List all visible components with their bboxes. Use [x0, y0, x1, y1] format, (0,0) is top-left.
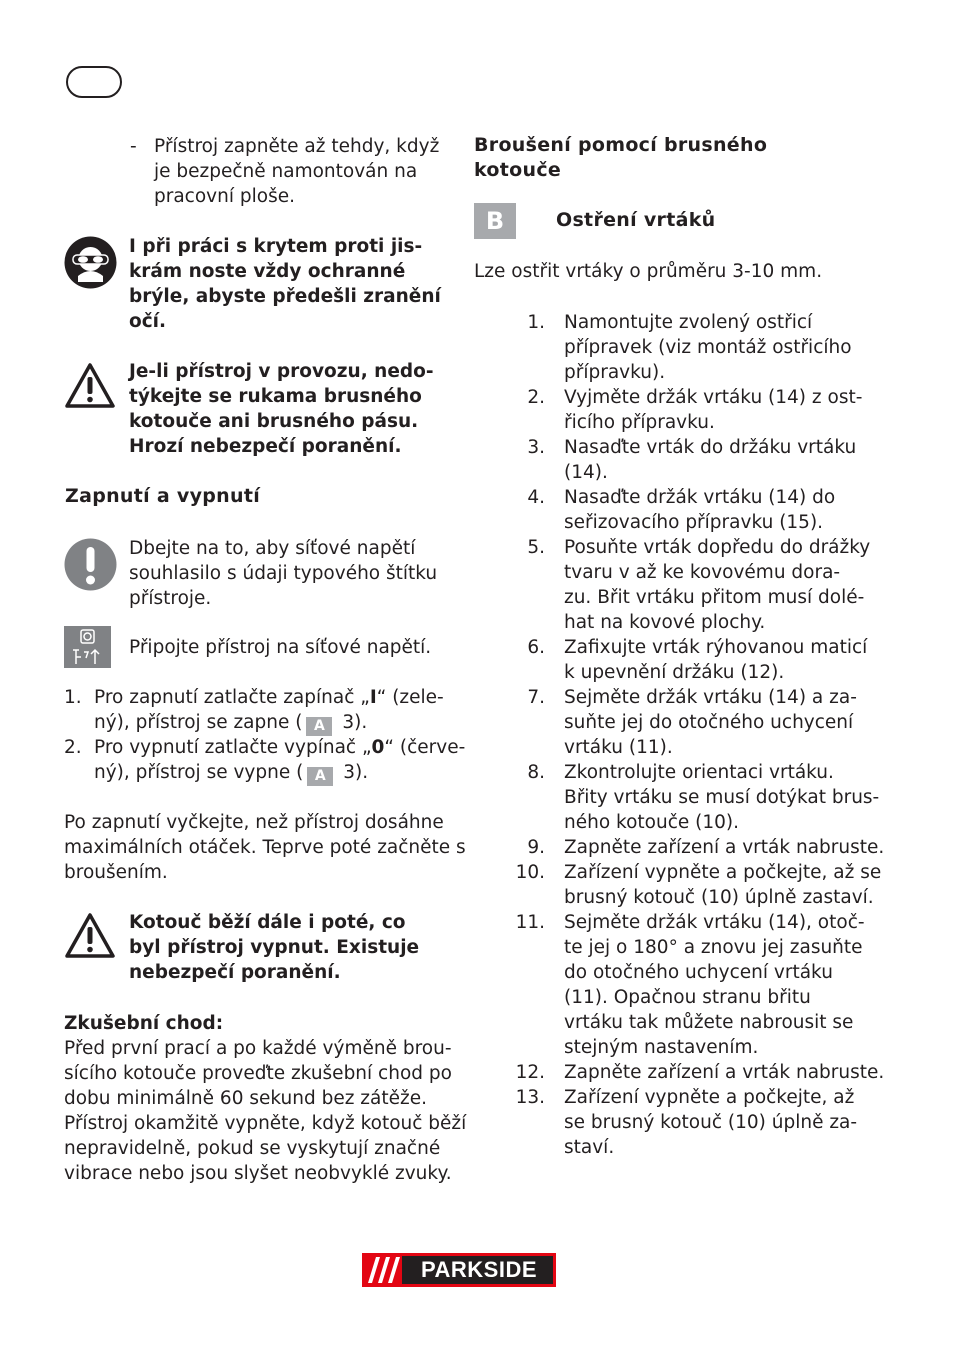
list-item	[564, 860, 881, 910]
list-item-number: 8.	[527, 762, 545, 783]
list-item-line: Břity vrtáku se musí dotýkat brus-	[564, 787, 880, 808]
list-item-line: stejným nastavením.	[564, 1037, 759, 1058]
list-item	[564, 685, 857, 760]
list-item-number: 7.	[527, 687, 545, 708]
list-item-number: 2.	[527, 387, 545, 408]
list-item-number: 11.	[515, 912, 545, 933]
list-item-line: Zapněte zařízení a vrták nabruste.	[564, 1062, 885, 1083]
list-item-line: přípravek (viz montáž ostřicího	[564, 337, 852, 358]
figure-ref-badge: B	[474, 203, 516, 239]
bullet-dash: -	[130, 136, 137, 157]
list-item-line: hat na kovové plochy.	[564, 612, 766, 633]
list-item-line: se brusný kotouč (10) úplně za-	[564, 1112, 858, 1133]
startup-paragraph: Po zapnutí vyčkejte, než přístroj dosáhne maximálních otáček. Teprve poté začněte s broušením.	[64, 812, 466, 883]
list-item-line: brusný kotouč (10) úplně zastaví.	[564, 887, 874, 908]
list-item-number: 4.	[527, 487, 545, 508]
list-item	[564, 635, 867, 685]
list-item: 1.	[64, 687, 82, 708]
list-item-line: do otočného uchycení vrtáku	[564, 962, 833, 983]
list-item-text: Pro vypnutí zatlačte vypínač „0“ (červe- ný), přístroj se vypne ( A 3).	[94, 737, 466, 784]
list-item-line: Vyjměte držák vrtáku (14) z ost-	[564, 387, 863, 408]
list-item	[564, 910, 865, 1060]
list-item-line: seřizovacího přípravku (15).	[564, 512, 824, 533]
warning-triangle-icon	[64, 912, 116, 960]
list-item-line: Zařízení vypněte a počkejte, až	[564, 1087, 855, 1108]
mains-plug-icon	[64, 626, 111, 668]
danger-warning: Je-li přístroj v provozu, nedo- týkejte se rukama brusného kotouče ani brusného pásu. Hrozí nebezpečí poranění.	[129, 361, 434, 457]
subsection-title: Ostření vrtáků	[556, 209, 716, 231]
section-title-switch: Zapnutí a vypnutí	[65, 485, 261, 507]
intro-text: Lze ostřit vrtáky o průměru 3-10 mm.	[474, 261, 823, 282]
list-item-number: 10.	[515, 862, 545, 883]
list-item-text: Pro zapnutí zatlačte zapínač „I“ (zele- ný), přístroj se zapne ( A 3).	[94, 687, 444, 734]
list-item-line: (14).	[564, 462, 608, 483]
list-item-line: staví.	[564, 1137, 615, 1158]
brand-name: PARKSIDE	[420, 1257, 538, 1282]
list-item-line: Namontujte zvolený ostřicí	[564, 312, 813, 333]
list-item	[564, 385, 862, 435]
exclamation-icon	[64, 538, 117, 591]
list-item	[564, 1085, 857, 1160]
figure-ref-badge: A	[307, 767, 333, 786]
list-item-line: zu. Břit vrtáku přitom musí dolé-	[564, 587, 865, 608]
test-run-paragraph: Před první prací a po každé výměně brou- sícího kotouče proveďte zkušební chod po dobu minimálně 60 sekund bez zátěže. Přístroj okamžitě vypněte, když kotouč běží nepravidelně, pokud se vyskytují značné vibrace nebo jsou slyšet neobvyklé zvuky.	[64, 1038, 467, 1184]
list-item-line: te jej o 180° a znovu jej zasuňte	[564, 937, 863, 958]
list-item-line: Zapněte zařízení a vrták nabruste.	[564, 837, 885, 858]
list-item-number: 13.	[515, 1087, 545, 1108]
figure-ref-badge: A	[306, 717, 332, 736]
list-item-line: Posuňte vrták dopředu do drážky	[564, 537, 871, 558]
list-item-number: 9.	[527, 837, 545, 858]
list-item-line: Zafixujte vrták rýhovanou maticí	[564, 637, 868, 658]
list-item-line: tvaru v až ke kovovému dora-	[564, 562, 841, 583]
list-item-line: k upevnění držáku (12).	[564, 662, 785, 683]
warning-triangle-icon	[64, 362, 116, 410]
list-item	[564, 485, 835, 535]
list-item-line: Sejměte držák vrtáku (14), otoč-	[564, 912, 865, 933]
test-run-title: Zkušební chod:	[64, 1013, 224, 1034]
bullet-text: Přístroj zapněte až tehdy, když je bezpečně namontován na pracovní ploše.	[154, 136, 440, 207]
list-item-number: 3.	[527, 437, 545, 458]
plug-instruction: Připojte přístroj na síťové napětí.	[129, 637, 432, 658]
list-item-line: ného kotouče (10).	[564, 812, 739, 833]
safety-goggles-icon	[64, 236, 117, 289]
list-item-line: řicího přípravku.	[564, 412, 715, 433]
goggles-warning: I při práci s krytem proti jis- krám noste vždy ochranné brýle, abyste předešli zranění očí.	[129, 236, 441, 332]
list-item-line: Nasaďte vrták do držáku vrtáku	[564, 437, 857, 458]
list-item-line: vrtáku tak můžete nabrousit se	[564, 1012, 854, 1033]
list-item	[564, 310, 852, 385]
list-item	[564, 760, 879, 835]
list-item-line: Zařízení vypněte a počkejte, až se	[564, 862, 882, 883]
language-badge	[66, 66, 122, 98]
list-item-line: Nasaďte držák vrtáku (14) do	[564, 487, 836, 508]
list-item: 2.	[64, 737, 82, 758]
list-item-number: 5.	[527, 537, 545, 558]
list-item-line: (11). Opačnou stranu břitu	[564, 987, 811, 1008]
runon-warning: Kotouč běží dále i poté, co byl přístroj vypnut. Existuje nebezpečí poranění.	[129, 912, 420, 983]
list-item-number: 12.	[515, 1062, 545, 1083]
list-item-number: 6.	[527, 637, 545, 658]
section-title-grinding: Broušení pomocí brusného kotouče	[474, 134, 768, 181]
list-item-number: 1.	[527, 312, 545, 333]
list-item-line: suňte jej do otočného uchycení	[564, 712, 854, 733]
list-item-line: Zkontrolujte orientaci vrtáku.	[564, 762, 834, 783]
list-item	[564, 435, 856, 485]
list-item	[564, 535, 870, 635]
list-item	[564, 1060, 884, 1085]
list-item-line: vrtáku (11).	[564, 737, 673, 758]
list-item	[564, 835, 884, 860]
voltage-note: Dbejte na to, aby síťové napětí souhlasilo s údaji typového štítku přístroje.	[129, 538, 438, 609]
list-item-line: Sejměte držák vrtáku (14) a za-	[564, 687, 857, 708]
list-item-line: přípravku).	[564, 362, 666, 383]
